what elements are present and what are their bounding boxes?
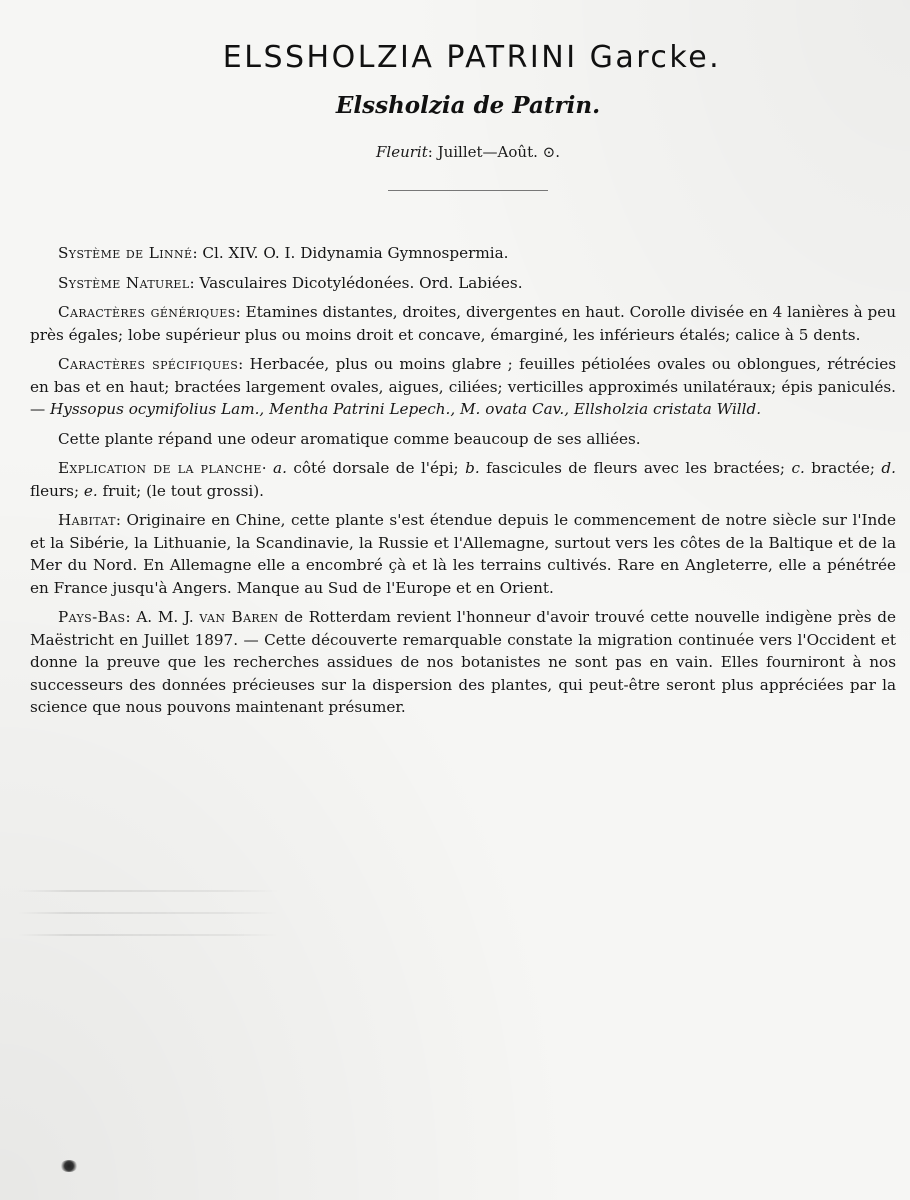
section-label: Système Naturel — [58, 273, 190, 292]
paragraph-habitat — [30, 509, 896, 599]
section-label: Caractères spécifiques — [58, 355, 239, 373]
paragraph-odeur — [30, 428, 896, 451]
figure-text-d: fleurs; — [30, 481, 84, 500]
section-label: Caractères génériques — [58, 303, 236, 321]
figure-text-e: fruit; (le tout grossi). — [97, 481, 265, 500]
figure-letter-d: d. — [881, 459, 896, 477]
paragraph-specifiques — [30, 353, 896, 421]
flowering-label: Fleurit — [376, 143, 428, 161]
figure-text-b: fascicules de fleurs avec les bractées; — [479, 459, 792, 477]
paragraph-paysbas — [30, 606, 896, 719]
figure-letter-a: a. — [273, 459, 287, 477]
section-label: Habitat — [58, 511, 116, 529]
figure-letter-c: c. — [791, 459, 805, 477]
section-label: Explication de la planche — [58, 459, 262, 477]
section-text: de Rotterdam revient l'honneur d'avoir trouvé cette nouvelle indigène près de Maëstricht en Juillet 1897. — Cette découverte remarquable constate la migration continuée vers l'Occident et donne la preuve que les recherches assidues de nos botanistes ne sont pas en vain. Elles fourniront à nos successeurs des données précieuses sur la dispersion des plantes, qui peut-être seront plus appréciées par la science que nous pouvons maintenant présumer. — [30, 608, 896, 716]
figure-letter-e: e. — [83, 481, 98, 500]
section-text: : Etamines distantes, droites, divergentes en haut. Corolle divisée en 4 lanières à peu près égales; lobe supérieur plus ou moins droit et concave, émarginé, les inférieurs étalés; calice à 5 dents. — [30, 303, 896, 344]
figure-letter-b: b. — [465, 459, 480, 477]
show-through-text — [18, 890, 278, 980]
synonyms-text: Hyssopus ocymifolius Lam., Mentha Patrini Lepech., M. ovata Cav., Ellsholzia cristata Willd. — [50, 400, 762, 418]
flowering-value: : Juillet—Août. ⊙. — [427, 143, 560, 161]
section-label: Pays-Bas — [58, 608, 126, 626]
paragraph-naturel — [30, 272, 896, 295]
paragraph-generiques — [30, 301, 896, 346]
paragraph-linne — [30, 242, 896, 265]
section-text: Cette plante répand une odeur aromatique comme beaucoup de ses alliées. — [58, 429, 641, 448]
page-title: ELSSHOLZIA PATRINI Garcke. — [222, 40, 722, 75]
section-text: : A. M. J. — [125, 608, 200, 626]
section-text: : Herbacée, plus ou moins glabre ; feuilles pétiolées ovales ou oblongues, rétrécies en bas et en haut; bractées largement ovales, aigues, ciliées; verticilles approximés unilatéraux; épis paniculés. — — [30, 355, 896, 418]
title-divider — [388, 190, 548, 191]
page-subtitle: Elssholzia de Patrin. — [335, 92, 601, 119]
paragraph-explication — [30, 457, 896, 502]
section-text: : Originaire en Chine, cette plante s'est étendue depuis le commencement de notre siècle sur l'Inde et la Sibérie, la Lithuanie, la Scandinavie, la Russie et l'Allemagne, surtout vers les côtes de la Baltique et de la Mer du Nord. En Allemagne elle a encombré çà et là les terrains cultivés. Rare en Angleterre, elle a pénétrée en France jusqu'à Angers. Manque au Sud de l'Europe et en Orient. — [30, 511, 896, 597]
figure-text-a: côté dorsale de l'épi; — [286, 459, 466, 477]
person-name: van Baren — [199, 608, 279, 626]
label-separator: · — [261, 459, 274, 477]
section-label: Système de Linné — [58, 244, 193, 262]
section-text: : Vasculaires Dicotylédonées. Ord. Labiées. — [189, 273, 523, 292]
document-body — [30, 242, 896, 726]
ink-smudge — [60, 1160, 78, 1172]
section-text: : Cl. XIV. O. I. Didynamia Gymnospermia. — [192, 244, 509, 262]
flowering-line — [0, 143, 910, 161]
figure-text-c: bractée; — [804, 459, 882, 477]
